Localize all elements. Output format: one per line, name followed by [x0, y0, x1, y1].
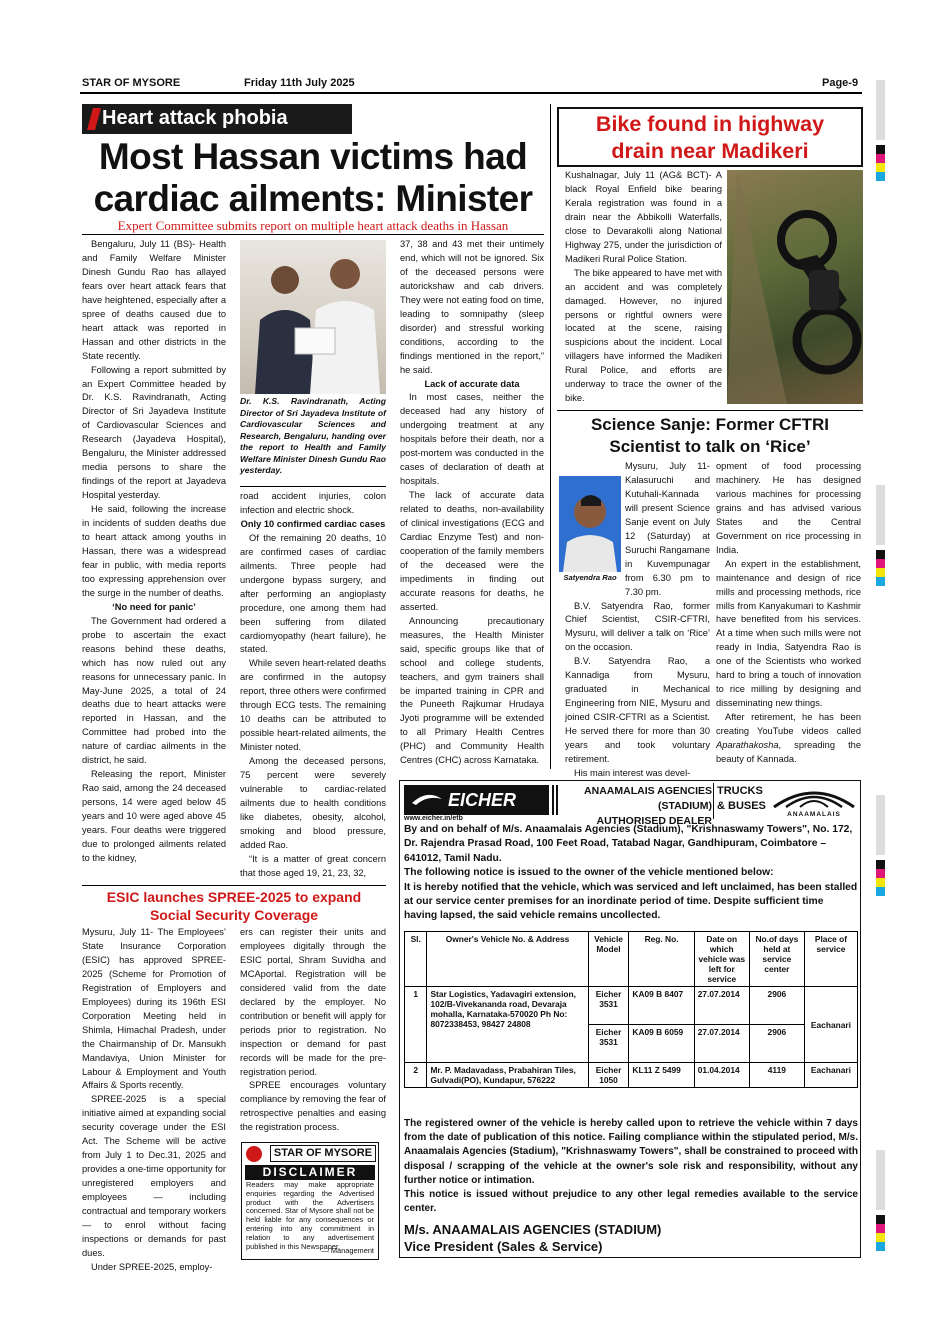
kicker-accent — [87, 108, 101, 130]
ad-signature-title: Vice President (Sales & Service) — [404, 1239, 603, 1254]
ad-footer-text: The registered owner of the vehicle is hereby called upon to retrieve the vehicle within 7 days from the date of publication of this notice. Failing compliance within the stipulated period, M/s. Anaamalais Agencies (Stadium), "Krishnaswamy Towers", shall be constrained to proceed with disposal / scrapping of the vehicle at the owner's sole risk and responsibility, without any further notice or intimation. — [404, 1118, 858, 1186]
ad-footer — [404, 1117, 858, 1216]
eicher-notice-ad — [399, 780, 861, 1258]
paragraph: He said, following the increase in incidents of sudden deaths due to heart attack among youths in Hassan, there was a widespread fear in public, with media reports too expressing apprehension over the surge in the number of deaths. — [82, 504, 226, 598]
paragraph: SPREE encourages voluntary compliance by removing the fear of retrospective penalties and easing the registration process. — [240, 1080, 386, 1133]
italic-title: Aparathakosha — [716, 740, 779, 751]
bike-body — [565, 169, 722, 407]
paper-name: STAR OF MYSORE — [82, 77, 181, 89]
lead-photo — [240, 240, 386, 394]
trucks-line2: & BUSES — [717, 800, 766, 812]
paragraph: An expert in the establishment, maintenance and design of rice mills and processing methods, rice mills from Kanyakumari to Kashmir have benefited from his services. At a time when such mills were not ready in India, Satyendra Rao is one of the Scientists who worked hard to bring a touch of innovation to rice milling by designing and disseminating new things. — [716, 558, 861, 709]
header-rule — [80, 92, 862, 94]
officials-photo-icon — [240, 240, 386, 394]
lead-subhead: Expert Committee submits report on multiple heart attack deaths in Hassan — [117, 218, 509, 233]
cell-owner: Star Logistics, Yadavagiri extension, 102/B-Vivekananda road, Devaraja mohalla, Karnataka-570020 Ph No: 8072338453, 98427 24808 — [427, 987, 588, 1063]
paragraph: In most cases, neither the deceased had any history of undergoing treatment at any hospitals before their death, nor a post-mortem was conducted in the cases of declaration of death at hospitals. — [400, 392, 544, 487]
caption-rule — [240, 486, 386, 487]
paragraph: Mysuru, July 11- The Employees’ State Insurance Corporation (ESIC) has approved SPREE-2025 (Scheme for Promotion of Registration of Employers and Employees) during its 196th ESI Corporation Meeting held in Shimla, Himachal Pradesh, under the Chairmanship of Dr. Mansukh Mandaviya, Union Minister for Labour & Employment and Youth Affairs & Sports recently. — [82, 927, 226, 1091]
eicher-brand: EICHER — [404, 785, 549, 815]
subhead-rule — [82, 234, 544, 235]
paragraph: 37, 38 and 43 met their untimely end, which will not be ignored. Six of the deceased persons were autorickshaw and cab drivers. They were not eating food on time, leading to somnipathy (sleep disorder) and stressful working conditions, according to the findings mentioned in the report,” he said. — [400, 239, 544, 375]
cell-days: 4119 — [749, 1063, 804, 1088]
cell-reg: KA09 B 6059 — [629, 1025, 694, 1063]
color-marks — [876, 145, 885, 181]
cell-model: Eicher 3531 — [588, 1025, 629, 1063]
eicher-swoosh-icon — [410, 791, 444, 809]
kicker-text: Heart attack phobia — [102, 107, 288, 129]
section-rule — [557, 410, 863, 411]
eicher-url: www.eicher.in/etb — [404, 815, 463, 822]
science-column-2 — [716, 460, 861, 770]
disclaimer-sign: — Management — [321, 1246, 374, 1255]
ad-signature — [404, 1221, 661, 1255]
subheading: Lack of accurate data — [424, 378, 520, 389]
cell-model: Eicher 1050 — [588, 1063, 629, 1088]
dealer-line1: ANAAMALAIS AGENCIES (STADIUM) — [584, 785, 712, 812]
cell-place: Eachanari — [804, 987, 857, 1063]
paragraph: His main interest was devel- — [574, 767, 691, 778]
column-header: Place of service — [804, 932, 857, 987]
bike-headline-line1: Bike found in highway — [595, 112, 825, 136]
paragraph-text: , spreading the beauty of Kannada. — [716, 740, 861, 765]
cell-reg: KA09 B 8407 — [629, 987, 694, 1025]
bike-headline-box — [557, 107, 863, 167]
disclaimer-logo: STAR OF MYSORE — [270, 1145, 376, 1162]
esic-headline-line1: ESIC launches SPREE-2025 to expand — [106, 889, 362, 905]
margin-bar — [876, 80, 885, 140]
column-header: Reg. No. — [629, 932, 694, 987]
ad-notice-text: It is hereby notified that the vehicle, which was serviced and left unclaimed, has been stalled at our service center premises for an inordinate period of time. Despite sufficient time having lapsed, the said vehicle remains uncollected. — [404, 881, 858, 922]
section-rule — [82, 885, 386, 886]
lead-headline-line2: cardiac ailments: Minister — [93, 178, 533, 219]
issue-date: Friday 11th July 2025 — [244, 77, 355, 89]
ad-body — [404, 823, 858, 924]
table-row — [405, 987, 858, 1025]
paragraph: Following a report submitted by an Expert Committee headed by Dr. K.S. Ravindranath, Acting Director of Sri Jayadeva Institute of Cardiovascular Sciences and Research (Jayadeva Hospital), Bengaluru, the Minister addressed media persons to share the findings of the report at Jayadeva Hospital yesterday. — [82, 364, 226, 501]
column-header: Sl. — [405, 932, 427, 987]
lead-headline — [82, 136, 544, 220]
lead-headline-line1: Most Hassan victims had — [98, 136, 528, 177]
lead-photo-caption: Dr. K.S. Ravindranath, Acting Director of Sri Jayadeva Institute of Cardiovascular Sciences and Research, Bengaluru, handing over the report to Health and Family Welfare Minister Dinesh Gundu Rao yesterday. — [240, 396, 386, 475]
cell-reg: KL11 Z 5499 — [629, 1063, 694, 1088]
column-header: Date on which vehicle was left for service — [694, 932, 749, 987]
ad-divider — [713, 783, 714, 819]
bike-photo — [727, 170, 863, 404]
science-headline-line1: Science Sanje: Former CFTRI — [590, 415, 830, 434]
ad-notice-intro: The following notice is issued to the owner of the vehicle mentioned below: — [404, 867, 774, 879]
paragraph-text: After retirement, he has been creating YouTube videos called — [716, 712, 861, 737]
cell-date: 27.07.2014 — [694, 1025, 749, 1063]
paragraph: SPREE-2025 is a special initiative aimed at expanding social security coverage under the ESI Act. The Scheme will be active from July 1 to Dec.31, 2025 and provides a one-time opportunity for unregistered employers and employees — including contractual and temporary workers — to enrol without facing inspections or demands for past dues. — [82, 1094, 226, 1258]
color-marks — [876, 1215, 885, 1251]
trucks-buses — [717, 784, 766, 814]
disclaimer-text: Readers may make appropriate enquiries regarding the Advertised product with the Advertisers concerned. Star of Mysore shall not be held liable for any consequences or entering into any commitment in relation to any advertisement published in this Newspaper. — [246, 1180, 374, 1251]
cell-date: 01.04.2014 — [694, 1063, 749, 1088]
esic-headline-line2: Social Security Coverage — [149, 907, 319, 923]
paragraph: Releasing the report, Minister Rao said, among the 24 deceased persons, 14 were aged below 45 years and 10 were aged above 45 years. Four deaths were triggered due to prolonged ailments related to the kidney, — [82, 769, 226, 863]
margin-bar — [876, 485, 885, 545]
margin-bar — [876, 795, 885, 855]
table-header-row — [405, 932, 858, 987]
column-header: Owner's Vehicle No. & Address — [427, 932, 588, 987]
cell-sl: 2 — [405, 1063, 427, 1088]
paragraph: Under SPREE-2025, employ- — [91, 1261, 213, 1272]
disclaimer-title: DISCLAIMER — [245, 1165, 375, 1180]
paragraph: B.V. Satyendra Rao, former Chief Scientist, CSIR-CFTRI, Mysuru, will deliver a talk on ‘Rice’ on the occasion. — [565, 600, 710, 653]
page-number: Page-9 — [822, 77, 859, 89]
lead-column-1 — [82, 238, 226, 878]
ad-signature-name: M/s. ANAAMALAIS AGENCIES (STADIUM) — [404, 1222, 662, 1237]
anaamalais-logo-icon — [772, 785, 856, 811]
cell-date: 27.07.2014 — [694, 987, 749, 1025]
motorcycle-icon — [727, 170, 863, 404]
cell-owner: Mr. P. Madavadass, Prabahiran Tiles, Gulvadi(PO), Kundapur, 576222 — [427, 1063, 588, 1088]
stripe-divider — [552, 785, 558, 815]
esic-headline — [82, 888, 386, 924]
lead-column-2 — [240, 490, 386, 878]
ad-footer-text2: This notice is issued without prejudice to any other legal remedies available to the service center. — [404, 1189, 858, 1215]
subheading: Only 10 confirmed cardiac cases — [240, 518, 386, 529]
lead-column-3 — [400, 238, 544, 768]
anaamalais-logo-text: ANAAMALAIS — [787, 811, 841, 818]
cell-sl: 1 — [405, 987, 427, 1063]
margin-bar — [876, 1150, 885, 1210]
paragraph: The bike appeared to have met with an accident and was completely damaged. However, no injured persons or rightful owners were located at the scene, raising suspicions about the incident. Local villagers have informed the Madikeri Rural Police, and efforts are underway to trace the owner of the bike. — [565, 267, 722, 404]
paragraph: ers can register their units and employees digitally through the ESIC portal, Shram Suvidha and MCAportal. Registration will be considered valid from the date declared by the employer. No contribution or benefit will apply for periods prior to registration. No inspection or demand for past records will be made for the pre-registration period. — [240, 927, 386, 1077]
cell-days: 2906 — [749, 987, 804, 1025]
vehicle-table — [404, 931, 858, 1088]
paragraph: B.V. Satyendra Rao, a Kannadiga from Mysuru, graduated in Mechanical Engineering from NIE, Mysuru and joined CSIR-CFTRI as a Scientist. He served there for more than 30 years and took voluntary retirement. — [565, 656, 710, 765]
photo-float — [565, 460, 625, 588]
paragraph: “It is a matter of great concern that those aged 19, 21, 23, 32, — [240, 853, 386, 878]
column-header: Vehicle Model — [588, 932, 629, 987]
paragraph: road accident injuries, colon infection and electric shock. — [240, 491, 386, 515]
star-logo-icon — [246, 1146, 262, 1162]
table-row — [405, 1063, 858, 1088]
paragraph: Announcing precautionary measures, the Health Minister said, specific groups like that of school and college students, teachers, and gym trainers shall be imparted training in CPR and the Puneeth Rajkumar Hrudaya Jyoti programme will be extended to all Primary Health Centres (PHC) and Community Health Centres (CHC) across Karnataka. — [400, 615, 544, 766]
color-marks — [876, 860, 885, 896]
esic-column-2 — [240, 926, 386, 1138]
paragraph: Kushalnagar, July 11 (AG& BCT)- A black Royal Enfield bike bearing Kerala registration was found in a drain near the Abbikolli Waterfalls, close to Devarakolli along National Highway 275, under the jurisdiction of Madikeri Rural Police Station. — [565, 170, 722, 264]
dealer-line2: AUTHORISED DEALER — [596, 815, 712, 827]
disclaimer-box — [241, 1142, 379, 1260]
bike-headline-line2: drain near Madikeri — [611, 139, 809, 163]
paragraph: While seven heart-related deaths are confirmed in the autopsy report, three others were confirmed through ECG tests. The remaining 10 deaths can be attributed to possible heart-related ailments, the Minister noted. — [240, 658, 386, 753]
cell-model: Eicher 3531 — [588, 987, 629, 1025]
paragraph: Mysuru, July 11- Kalasuruchi and Kutuhali-Kannada will present Science Sanje event on July 12 (Saturday) at Suruchi Rangamane in Kuvempunagar from 6.30 pm to 7.30 pm. — [625, 461, 710, 597]
cell-days: 2906 — [749, 1025, 804, 1063]
science-headline-line2: Scientist to talk on ‘Rice’ — [609, 437, 811, 456]
column-header: No.of days held at service center — [749, 932, 804, 987]
trucks-line1: TRUCKS — [717, 785, 763, 797]
subheading: ‘No need for panic’ — [112, 601, 196, 612]
cell-place: Eachanari — [804, 1063, 857, 1088]
science-column-1 — [565, 460, 710, 778]
science-headline — [557, 414, 863, 458]
paragraph: Among the deceased persons, 75 percent were severely vulnerable to cardiac-related ailments due to health conditions like diabetes, obesity, alcohol, smoking and blood pressure, added Rao. — [240, 756, 386, 850]
ad-address: By and on behalf of M/s. Anaamalais Agencies (Stadium), "Krishnaswamy Towers", No. 172, Dr. Rajendra Prasad Road, 100 Feet Road, Tatabad Nagar, Gandhipuram, Coimbatore – 641012, Tamil Nadu. — [404, 824, 853, 864]
paragraph: opment of food processing machinery. He has designed various machines for processing grains and has advised various States and the Central Government on rice processing in India. — [716, 461, 861, 555]
satyendra-caption: Satyendra Rao — [563, 573, 617, 582]
paragraph: The Government had ordered a probe to ascertain the exact reasons behind these deaths, which has now ruled out any reasons for unnecessary panic. In May-June 2025, a total of 24 deaths due to heart attacks were reported in Hassan, and the Committee had probed into the nature of cardiac ailments in the district, he said. — [82, 615, 226, 766]
esic-column-1 — [82, 926, 226, 1272]
paragraph: Bengaluru, July 11 (BS)- Health and Family Welfare Minister Dinesh Gundu Rao has allayed fears over heart attack fears that have heightened, especially after a spree of deaths caused due to heart attack was reported in Hassan and other districts in the State recently. — [82, 239, 226, 361]
paragraph: The lack of accurate data related to deaths, non-availability of clinical investigations (ECG and Cardiac Enzyme Test) and non-cooperation of the family members of the deceased were the impediments in finding out accurate reasons for deaths, he asserted. — [400, 490, 544, 612]
color-marks — [876, 550, 885, 586]
column-divider — [550, 104, 551, 769]
paragraph: Of the remaining 20 deaths, 10 are confirmed cases of cardiac ailments. Three people had undergone bypass surgery, and after performing an angioplasty procedure, one among them had been suffering from dilated cardiomyopathy (heart failure), he stated. — [240, 532, 386, 655]
kicker-box — [82, 104, 352, 134]
